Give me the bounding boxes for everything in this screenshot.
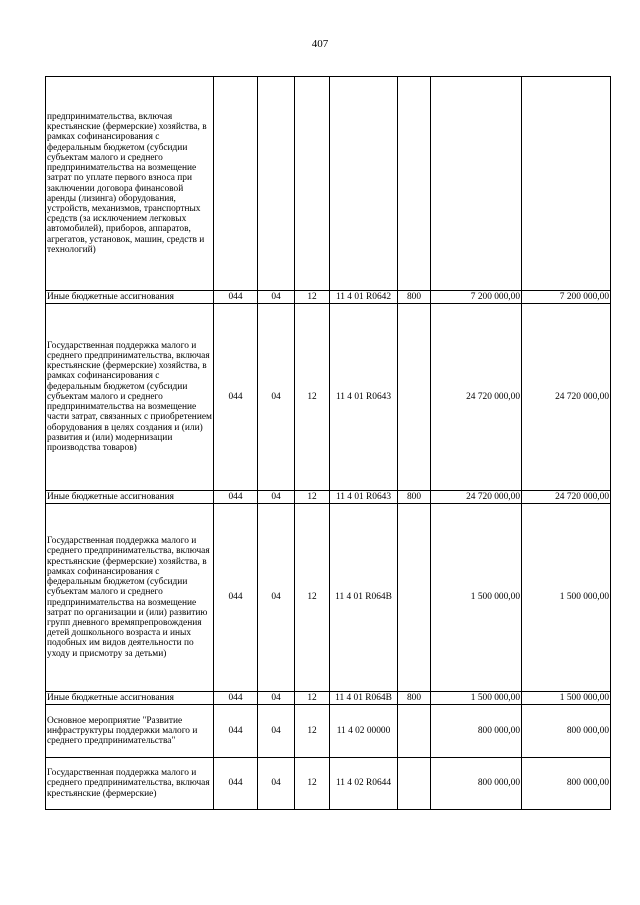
- subsection-code: 12: [295, 758, 330, 810]
- expense-type: [398, 304, 431, 491]
- ministry-code: 044: [214, 304, 258, 491]
- expense-type: [398, 504, 431, 692]
- table-row: [46, 692, 611, 705]
- amount-second: 800 000,00: [522, 705, 611, 758]
- expense-type: [398, 758, 431, 810]
- amount-first: 24 720 000,00: [431, 491, 522, 504]
- table-row: [46, 291, 611, 304]
- subsection-code: [295, 77, 330, 291]
- ministry-code: 044: [214, 705, 258, 758]
- page-number: 407: [311, 38, 329, 50]
- amount-first: 24 720 000,00: [431, 304, 522, 491]
- table-row: [46, 491, 611, 504]
- ministry-code: 044: [214, 291, 258, 304]
- ministry-code: [214, 77, 258, 291]
- amount-second: 800 000,00: [522, 758, 611, 810]
- amount-first: [431, 77, 522, 291]
- table-row: [46, 304, 611, 491]
- subsection-code: 12: [295, 491, 330, 504]
- expense-type: [398, 77, 431, 291]
- target-article: 11 4 01 R0643: [330, 491, 398, 504]
- target-article: [330, 77, 398, 291]
- ministry-code: 044: [214, 491, 258, 504]
- row-name: Государственная поддержка малого и среднего предпринимательства, включая крестьянские (фермерские): [46, 758, 214, 810]
- amount-first: 800 000,00: [431, 705, 522, 758]
- amount-second: 7 200 000,00: [522, 291, 611, 304]
- section-code: 04: [258, 504, 295, 692]
- ministry-code: 044: [214, 758, 258, 810]
- amount-first: 800 000,00: [431, 758, 522, 810]
- section-code: [258, 77, 295, 291]
- section-code: 04: [258, 491, 295, 504]
- section-code: 04: [258, 705, 295, 758]
- row-name: предпринимательства, включая крестьянские (фермерские) хозяйства, в рамках софинансирования с федеральным бюджетом (субсидии субъектам малого и среднего предпринимательства на возмещение затрат по уплате первого взноса при заключении договора финансовой аренды (лизинга) оборудования, устройств, механизмов, транспортных средств (за исключением легковых автомобилей), приборов, аппаратов, агрегатов, установок, машин, средств и технологий): [46, 77, 214, 291]
- ministry-code: 044: [214, 692, 258, 705]
- subsection-code: 12: [295, 692, 330, 705]
- amount-first: 1 500 000,00: [431, 504, 522, 692]
- amount-second: 24 720 000,00: [522, 304, 611, 491]
- section-code: 04: [258, 304, 295, 491]
- subsection-code: 12: [295, 304, 330, 491]
- table-row: [46, 758, 611, 810]
- budget-table: [45, 76, 611, 810]
- target-article: 11 4 01 R0643: [330, 304, 398, 491]
- row-name: Иные бюджетные ассигнования: [46, 692, 214, 705]
- table-row: [46, 504, 611, 692]
- row-name: Государственная поддержка малого и среднего предпринимательства, включая крестьянские (фермерские) хозяйства, в рамках софинансирования с федеральным бюджетом (субсидии субъектам малого и среднего предпринимательства на возмещение затрат по организации и (или) развитию групп дневного времяпрепровождения детей дошкольного возраста и иных подобных им видов деятельности по уходу и присмотру за детьми): [46, 504, 214, 692]
- section-code: 04: [258, 692, 295, 705]
- ministry-code: 044: [214, 504, 258, 692]
- target-article: 11 4 01 R0642: [330, 291, 398, 304]
- row-name: Основное мероприятие "Развитие инфраструктуры поддержки малого и среднего предпринимательства": [46, 705, 214, 758]
- expense-type: 800: [398, 491, 431, 504]
- expense-type: 800: [398, 692, 431, 705]
- amount-second: 1 500 000,00: [522, 504, 611, 692]
- subsection-code: 12: [295, 705, 330, 758]
- row-name: Государственная поддержка малого и среднего предпринимательства, включая крестьянские (фермерские) хозяйства, в рамках софинансирования с федеральным бюджетом (субсидии субъектам малого и среднего предпринимательства на возмещение части затрат, связанных с приобретением оборудования в целях создания и (или) развития и (или) модернизации производства товаров): [46, 304, 214, 491]
- amount-first: 1 500 000,00: [431, 692, 522, 705]
- subsection-code: 12: [295, 291, 330, 304]
- row-name: Иные бюджетные ассигнования: [46, 491, 214, 504]
- amount-second: 1 500 000,00: [522, 692, 611, 705]
- subsection-code: 12: [295, 504, 330, 692]
- target-article: 11 4 02 R0644: [330, 758, 398, 810]
- target-article: 11 4 01 R064B: [330, 692, 398, 705]
- section-code: 04: [258, 758, 295, 810]
- table-row: [46, 77, 611, 291]
- table-row: [46, 705, 611, 758]
- amount-second: [522, 77, 611, 291]
- amount-second: 24 720 000,00: [522, 491, 611, 504]
- target-article: 11 4 01 R064B: [330, 504, 398, 692]
- row-name: Иные бюджетные ассигнования: [46, 291, 214, 304]
- target-article: 11 4 02 00000: [330, 705, 398, 758]
- section-code: 04: [258, 291, 295, 304]
- amount-first: 7 200 000,00: [431, 291, 522, 304]
- expense-type: [398, 705, 431, 758]
- expense-type: 800: [398, 291, 431, 304]
